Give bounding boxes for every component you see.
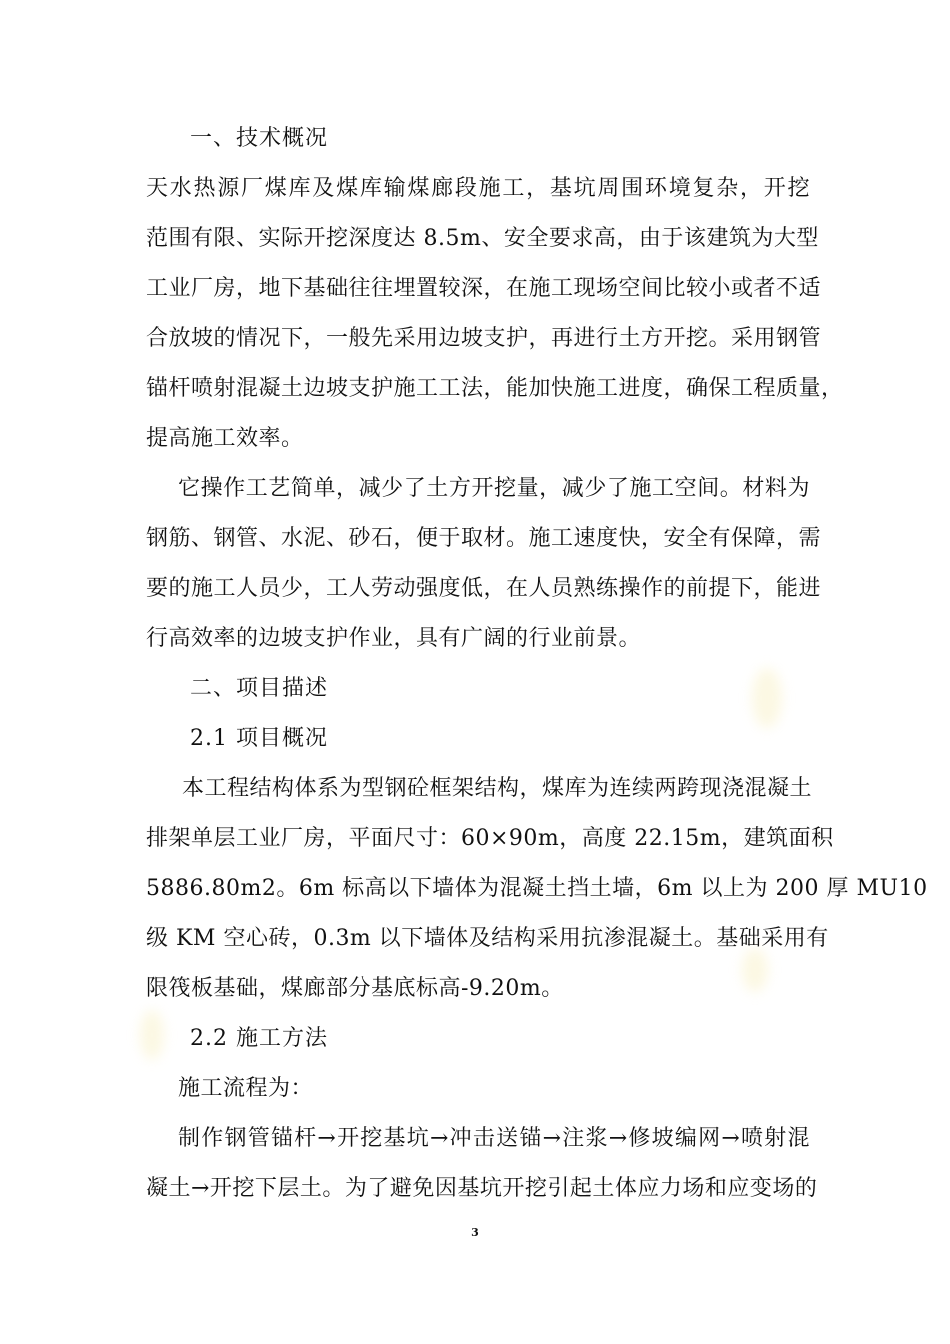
paragraph-line: 钢筋、钢管、水泥、砂石，便于取材。施工速度快，安全有保障，需 <box>146 526 822 551</box>
paragraph-line: 提高施工效率。 <box>146 426 304 451</box>
paragraph-line: 凝土→开挖下层土。为了避免因基坑开挖引起土体应力场和应变场的 <box>146 1176 818 1201</box>
paragraph-line: 限筏板基础，煤廊部分基底标高-9.20m。 <box>146 976 564 1001</box>
paragraph-line: 级 KM 空心砖，0.3m 以下墙体及结构采用抗渗混凝土。基础采用有 <box>146 926 829 951</box>
paragraph-line: 天水热源厂煤库及煤库输煤廊段施工，基坑周围环境复杂，开挖 <box>146 176 810 201</box>
paragraph-line: 范围有限、实际开挖深度达 8.5m、安全要求高，由于该建筑为大型 <box>146 226 819 251</box>
paragraph-line: 工业厂房，地下基础往往埋置较深，在施工现场空间比较小或者不适 <box>146 276 822 301</box>
paragraph-line: 锚杆喷射混凝土边坡支护施工工法，能加快施工进度，确保工程质量， <box>146 376 844 401</box>
paragraph-line: 合放坡的情况下，一般先采用边坡支护，再进行土方开挖。采用钢管 <box>146 326 822 351</box>
paragraph-line: 它操作工艺简单，减少了土方开挖量，减少了施工空间。材料为 <box>178 476 810 501</box>
section-heading-2: 二、项目描述 <box>190 676 329 701</box>
subsection-heading-2-2: 2.2 施工方法 <box>190 1026 328 1051</box>
paragraph-line: 排架单层工业厂房，平面尺寸：60×90m，高度 22.15m，建筑面积 <box>146 826 834 851</box>
paragraph-line: 制作钢管锚杆→开挖基坑→冲击送锚→注浆→修坡编网→喷射混 <box>178 1126 810 1151</box>
paper-stain <box>140 1010 164 1060</box>
page-number: 3 <box>471 1226 479 1239</box>
paragraph-line: 要的施工人员少，工人劳动强度低，在人员熟练操作的前提下，能进 <box>146 576 822 601</box>
paragraph-line: 5886.80m2。6m 标高以下墙体为混凝土挡土墙，6m 以上为 200 厚 MU10 <box>146 876 928 901</box>
paragraph-line: 行高效率的边坡支护作业，具有广阔的行业前景。 <box>146 626 642 651</box>
paragraph-line: 本工程结构体系为型钢砼框架结构，煤库为连续两跨现浇混凝土 <box>182 776 813 801</box>
subsection-heading-2-1: 2.1 项目概况 <box>190 726 328 751</box>
section-heading-1: 一、技术概况 <box>190 126 329 151</box>
paper-stain <box>752 668 782 728</box>
flow-intro: 施工流程为： <box>178 1076 314 1101</box>
